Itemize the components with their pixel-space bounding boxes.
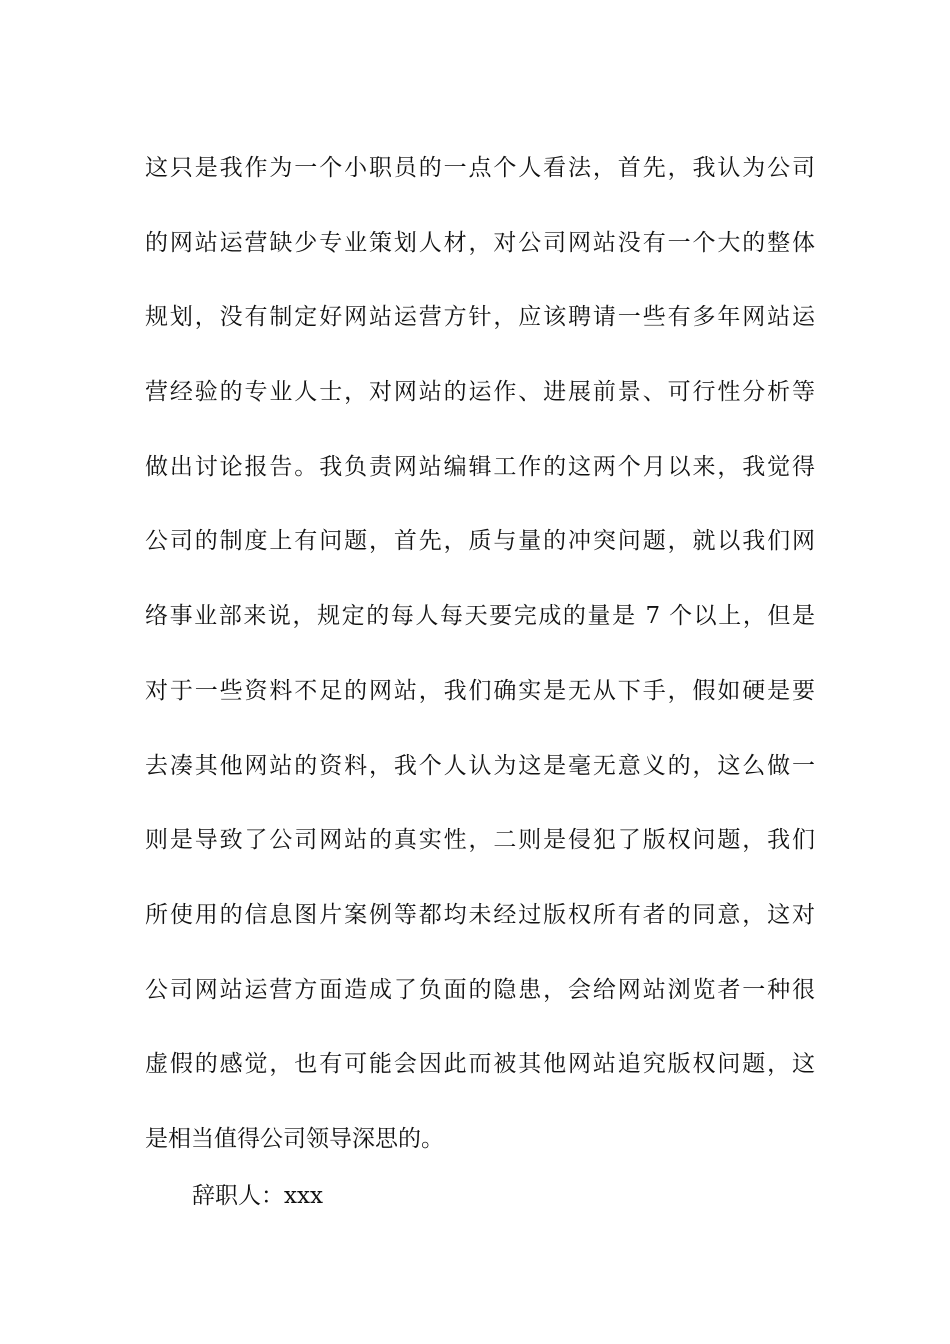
body-line: 则是导致了公司网站的真实性，二则是侵犯了版权问题，我们 [145,827,815,854]
resignation-letter-body [145,131,815,1177]
body-line: 去凑其他网站的资料，我个人认为这是毫无意义的，这么做一 [145,752,815,779]
body-line: 做出讨论报告。我负责网站编辑工作的这两个月以来，我觉得 [145,453,815,480]
signature-line: 辞职人：xxx [192,1183,323,1209]
body-line: 公司网站运营方面造成了负面的隐患，会给网站浏览者一种很 [145,976,815,1003]
body-line: 营经验的专业人士，对网站的运作、进展前景、可行性分析等 [145,379,815,406]
body-line: 公司的制度上有问题，首先，质与量的冲突问题，就以我们网 [145,528,815,555]
body-line-last: 是相当值得公司领导深思的。 [145,1125,444,1152]
body-line: 这只是我作为一个小职员的一点个人看法，首先，我认为公司 [145,155,815,181]
body-line: 虚假的感觉，也有可能会因此而被其他网站追究版权问题，这 [145,1051,815,1078]
body-line: 络事业部来说，规定的每人每天要完成的量是 7 个以上，但是 [145,603,815,630]
body-line: 所使用的信息图片案例等都均未经过版权所有者的同意，这对 [145,901,815,928]
body-line: 对于一些资料不足的网站，我们确实是无从下手，假如硬是要 [145,677,815,704]
body-line: 的网站运营缺少专业策划人材，对公司网站没有一个大的整体 [145,229,815,256]
body-line: 规划，没有制定好网站运营方针，应该聘请一些有多年网站运 [145,304,815,331]
